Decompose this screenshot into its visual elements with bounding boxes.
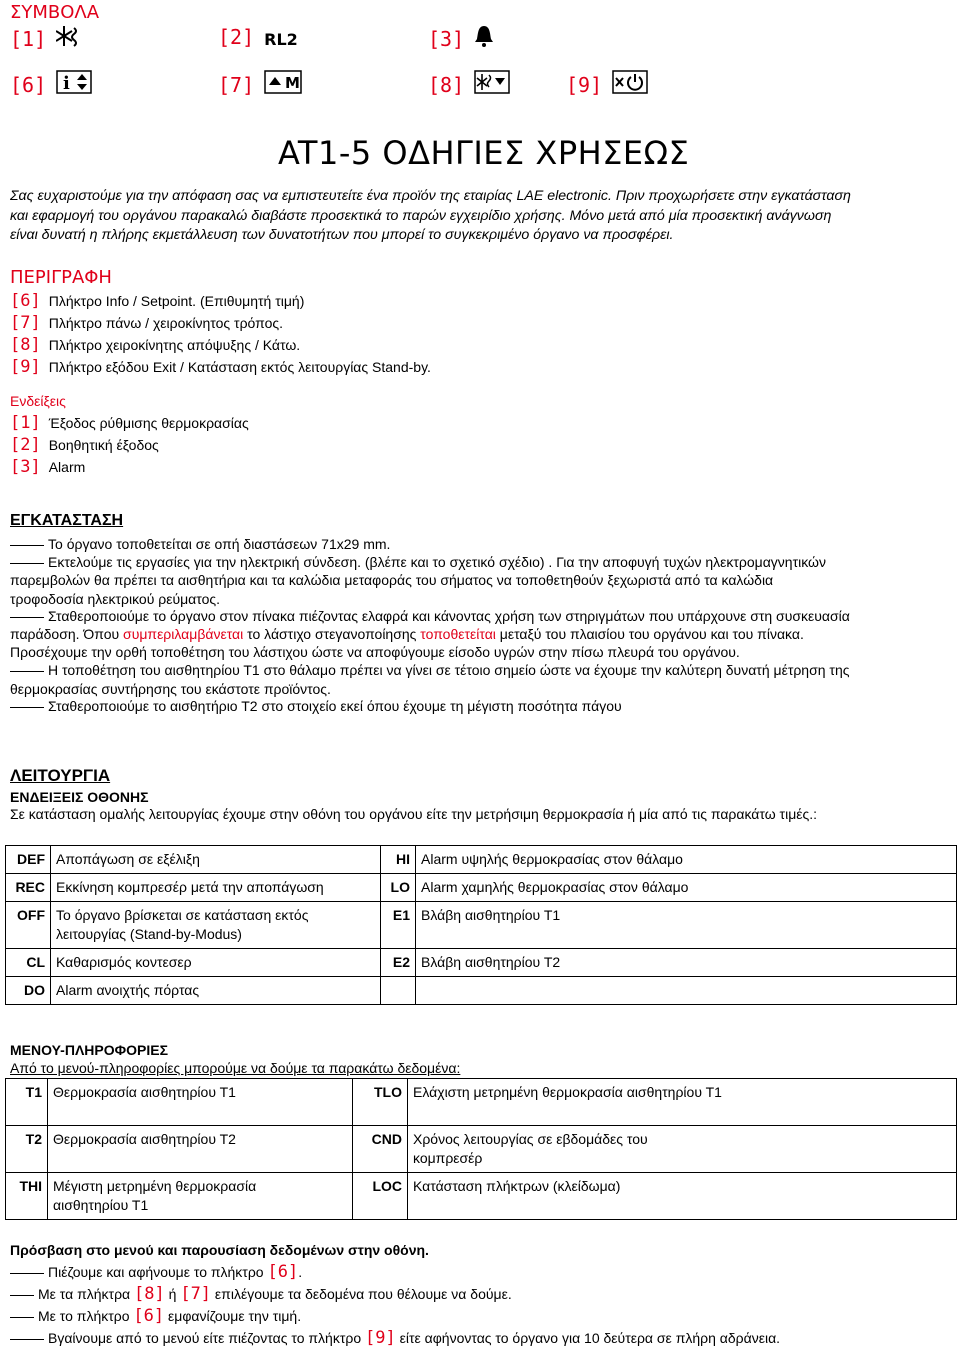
install-step-2 xyxy=(10,553,958,572)
desc-cell: Βλάβη αισθητηρίου Τ2 xyxy=(416,949,957,977)
symbol-tag: [6] xyxy=(10,72,47,97)
key-tag: [6] xyxy=(133,1306,165,1326)
table-row xyxy=(6,874,957,902)
access-text: . xyxy=(298,1264,303,1280)
table-row xyxy=(6,902,957,949)
description-text: Πλήκτρο εξόδου Exit / Κατάσταση εκτός λειτουργίας Stand-by. xyxy=(48,359,431,375)
table-row xyxy=(6,977,957,1005)
desc-cell: Αποπάγωση σε εξέλιξη xyxy=(51,846,381,874)
svg-text:i: i xyxy=(63,73,70,94)
symbols-title: ΣΥΜΒΟΛΑ xyxy=(10,2,100,23)
install-text: Σταθεροποιούμε το όργανο στον πίνακα πιέζοντας ελαφρά και κάνοντας χρήση των στηριγμάτων που υπάρχουνε στη συσκευασία xyxy=(48,608,850,624)
key-tag: [6] xyxy=(10,291,41,311)
description-text: Πλήκτρο πάνω / χειροκίνητος τρόπος. xyxy=(48,315,284,331)
install-step-4-cont: θερμοκρασίας συντήρησης του εκάστοτε προϊόντος. xyxy=(10,681,331,697)
key-tag: [9] xyxy=(10,357,41,377)
symbol-tag: [9] xyxy=(566,72,603,97)
symbol-7 xyxy=(218,70,302,99)
access-text: Πιέζουμε και αφήνουμε το πλήκτρο xyxy=(48,1264,268,1280)
table-row xyxy=(6,949,957,977)
key-tag: [6] xyxy=(267,1262,299,1282)
access-text: Βγαίνουμε από το μενού είτε πιέζοντας το πλήκτρο xyxy=(48,1330,365,1346)
key-tag: [7] xyxy=(10,313,41,333)
code-cell: T1 xyxy=(6,1079,48,1126)
code-cell: TLO xyxy=(353,1079,408,1126)
svg-text:M: M xyxy=(285,74,301,92)
code-cell xyxy=(381,977,416,1005)
display-indications-heading: ΕΝΔΕΙΞΕΙΣ ΟΘΟΝΗΣ xyxy=(10,789,149,805)
install-text: μεταξύ του πλαισίου του οργάνου και του πίνακα. xyxy=(495,626,804,642)
code-cell: DO xyxy=(6,977,51,1005)
install-text: Σταθεροποιούμε το αισθητήριο Τ2 στο στοιχείο εκεί όπου έχουμε τη μέγιστη ποσότητα πάγου xyxy=(48,698,622,714)
key-tag: [9] xyxy=(365,1328,396,1348)
intro-line-1: Σας ευχαριστούμε για την απόφαση σας να εμπιστευτείτε ένα προϊόν της εταιρίας LAE electronic. Πριν προχωρήσετε στην εγκατάσταση xyxy=(10,188,851,204)
table-row xyxy=(6,1079,957,1126)
display-codes-table xyxy=(5,845,957,1005)
desc-cell: Καθαρισμός κοντεσερ xyxy=(51,949,381,977)
install-text: Το όργανο τοποθετείται σε οπή διαστάσεων 71x29 mm. xyxy=(48,536,391,552)
indication-tag: [1] xyxy=(10,413,41,433)
indication-tag: [3] xyxy=(10,457,41,477)
installation-heading: ΕΓΚΑΤΑΣΤΑΣΗ xyxy=(10,512,124,529)
symbol-3 xyxy=(428,24,494,53)
description-item xyxy=(10,291,304,311)
install-text-red: συμπεριλαμβάνεται xyxy=(123,626,244,642)
install-text: Εκτελούμε τις εργασίες για την ηλεκτρική σύνδεση. (βλέπε και το σχετικό σχέδιο) . Για την αποφυγή τυχών ηλεκτρομαγνητικών xyxy=(48,554,826,570)
access-step-2 xyxy=(10,1285,958,1304)
desc-cell: Alarm υψηλής θερμοκρασίας στον θάλαμο xyxy=(416,846,957,874)
indication-tag: [2] xyxy=(10,435,41,455)
desc-cell: Μέγιστη μετρημένη θερμοκρασία αισθητηρίου Τ1 xyxy=(48,1173,353,1220)
install-step-2-cont: τροφοδοσία ηλεκτρικού ρεύματος. xyxy=(10,591,221,607)
indication-text: Έξοδος ρύθμισης θερμοκρασίας xyxy=(48,415,249,431)
access-text: Με το πλήκτρο xyxy=(38,1308,134,1324)
description-heading: ΠΕΡΙΓΡΑΦΗ xyxy=(10,267,112,288)
install-step-1 xyxy=(10,535,958,554)
install-step-3-cont xyxy=(10,625,958,644)
snowflake-heat-icon xyxy=(56,24,82,53)
desc-cell: Κατάσταση πλήκτρων (κλείδωμα) xyxy=(408,1173,957,1220)
symbol-2 xyxy=(218,24,298,49)
menu-info-table xyxy=(5,1078,957,1220)
access-text: επιλέγουμε τα δεδομένα που θέλουμε να δούμε. xyxy=(211,1286,512,1302)
desc-cell: Alarm χαμηλής θερμοκρασίας στον θάλαμο xyxy=(416,874,957,902)
install-text: παράδοση. Όπου xyxy=(10,626,124,642)
operation-intro: Σε κατάσταση ομαλής λειτουργίας έχουμε στην οθόνη του οργάνου είτε την μετρήσιμη θερμοκρασία ή μία από τις παρακάτω τιμές.: xyxy=(10,806,818,822)
desc-cell: Θερμοκρασία αισθητηρίου Τ2 xyxy=(48,1126,353,1173)
indication-item xyxy=(10,413,249,433)
description-item xyxy=(10,313,283,333)
access-text: ή xyxy=(164,1286,181,1302)
description-item xyxy=(10,335,300,355)
intro-line-3: είναι δυνατή η πλήρης εκμετάλλευση των δυνατοτήτων που μπορεί το συγκεκριμένο όργανο να προσφέρει. xyxy=(10,227,674,243)
access-text: Με τα πλήκτρα xyxy=(38,1286,135,1302)
symbol-9 xyxy=(566,70,648,99)
access-step-3 xyxy=(10,1307,958,1326)
symbol-tag: [2] xyxy=(218,24,255,49)
key-tag: [8] xyxy=(134,1284,165,1304)
desc-cell: Το όργανο βρίσκεται σε κατάσταση εκτός λειτουργίας (Stand-by-Modus) xyxy=(51,902,381,949)
access-heading: Πρόσβαση στο μενού και παρουσίαση δεδομένων στην οθόνη. xyxy=(10,1242,429,1258)
install-step-3-cont: Προσέχουμε την ορθή τοποθέτηση του λάστιχου ώστε να αποφύγουμε είσοδο υγρών στην πίσω πλευρά του οργάνου. xyxy=(10,644,740,660)
code-cell: THI xyxy=(6,1173,48,1220)
code-cell: LO xyxy=(381,874,416,902)
code-cell: CND xyxy=(353,1126,408,1173)
install-text: το λάστιχο στεγανοποίησης xyxy=(243,626,421,642)
install-text: Η τοποθέτηση του αισθητηρίου Τ1 στο θάλαμο πρέπει να γίνει σε τέτοιο σημείο ώστε να έχουμε την καλύτερη δυνατή μέτρηση της xyxy=(48,662,850,678)
install-step-2-cont: παρεμβολών θα πρέπει τα αισθητήρια και τα καλώδια μεταφοράς του σήματος να τοποθετηθούν ξεχωριστά από τα καλώδια xyxy=(10,572,774,588)
key-tag: [7] xyxy=(180,1284,212,1304)
indication-text: Βοηθητική έξοδος xyxy=(48,437,159,453)
desc-cell: Χρόνος λειτουργίας σε εβδομάδες του κομπρεσέρ xyxy=(408,1126,957,1173)
install-text-red: τοποθετείται xyxy=(420,626,496,642)
defrost-down-icon xyxy=(474,70,510,99)
bell-icon xyxy=(474,24,494,53)
info-updown-icon xyxy=(56,70,92,99)
desc-cell: Alarm ανοιχτής πόρτας xyxy=(51,977,381,1005)
indication-item xyxy=(10,435,159,455)
symbol-1 xyxy=(10,24,82,53)
symbol-8 xyxy=(428,70,510,99)
desc-cell: Ελάχιστη μετρημένη θερμοκρασία αισθητηρίου Τ1 xyxy=(408,1079,957,1126)
code-cell: T2 xyxy=(6,1126,48,1173)
desc-cell xyxy=(416,977,957,1005)
menu-info-intro: Από το μενού-πληροφορίες μπορούμε να δούμε τα παρακάτω δεδομένα: xyxy=(10,1060,461,1076)
table-row xyxy=(6,1173,957,1220)
table-row xyxy=(6,846,957,874)
symbol-tag: [1] xyxy=(10,26,47,51)
table-row xyxy=(6,1126,957,1173)
install-step-4 xyxy=(10,661,958,680)
symbol-6 xyxy=(10,70,92,99)
access-step-1 xyxy=(10,1263,958,1282)
symbol-tag: [8] xyxy=(428,72,465,97)
intro-line-2: και εφαρμογή του οργάνου παρακαλώ διαβάστε προσεκτικά το παρών εγχειρίδιο χρήσης. Μόνο μετά από μία προσεκτική ανάγνωση xyxy=(10,208,832,224)
symbol-tag: [3] xyxy=(428,26,465,51)
desc-cell: Θερμοκρασία αισθητηρίου Τ1 xyxy=(48,1079,353,1126)
access-text: εμφανίζουμε την τιμή. xyxy=(164,1308,302,1324)
desc-cell: Εκκίνηση κομπρεσέρ μετά την αποπάγωση xyxy=(51,874,381,902)
access-text: είτε αφήνοντας το όργανο για 10 δεύτερα σε πλήρη αδράνεια. xyxy=(395,1330,781,1346)
install-step-3 xyxy=(10,607,958,626)
code-cell: DEF xyxy=(6,846,51,874)
code-cell: E2 xyxy=(381,949,416,977)
code-cell: E1 xyxy=(381,902,416,949)
indications-heading: Ενδείξεις xyxy=(10,393,66,409)
install-step-5 xyxy=(10,697,958,716)
key-tag: [8] xyxy=(10,335,41,355)
description-text: Πλήκτρο Info / Setpoint. (Επιθυμητή τιμή) xyxy=(48,293,305,309)
power-x-icon xyxy=(612,70,648,99)
menu-info-heading: ΜΕΝΟΥ-ΠΛΗΡΟΦΟΡΙΕΣ xyxy=(10,1042,168,1058)
indication-item xyxy=(10,457,85,477)
code-cell: LOC xyxy=(353,1173,408,1220)
code-cell: REC xyxy=(6,874,51,902)
code-cell: CL xyxy=(6,949,51,977)
rl2-text-icon: RL2 xyxy=(264,30,298,49)
symbol-tag: [7] xyxy=(218,72,255,97)
code-cell: HI xyxy=(381,846,416,874)
desc-cell: Βλάβη αισθητηρίου Τ1 xyxy=(416,902,957,949)
operation-heading: ΛΕΙΤΟΥΡΓΙΑ xyxy=(10,766,111,785)
up-m-icon xyxy=(264,70,302,99)
code-cell: OFF xyxy=(6,902,51,949)
description-item xyxy=(10,357,431,377)
indication-text: Alarm xyxy=(48,459,86,475)
page-title: AT1-5 ΟΔΗΓΙΕΣ ΧΡΗΣΕΩΣ xyxy=(278,134,690,172)
access-step-4 xyxy=(10,1329,958,1348)
description-text: Πλήκτρο χειροκίνητης απόψυξης / Κάτω. xyxy=(48,337,301,353)
